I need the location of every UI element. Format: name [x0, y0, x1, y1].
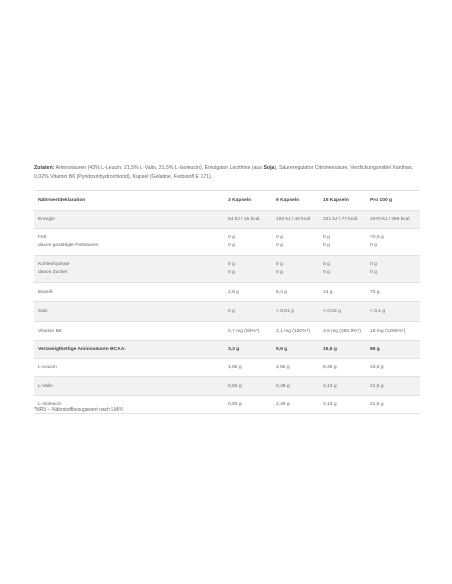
- row-label: Eiweiß: [34, 283, 224, 302]
- table-cell: 86 g: [366, 341, 420, 359]
- table-cell: [366, 256, 420, 283]
- cell-line: 0 g: [276, 235, 283, 241]
- table-cell: 14 g: [319, 283, 366, 302]
- header-cell: 15 Kapseln: [319, 191, 366, 211]
- table-cell: 1670 kJ / 399 kcal: [366, 211, 420, 229]
- row-label-line: davon gesättigte Fettsäuren: [38, 243, 99, 248]
- table-cell: 2,48 g: [272, 396, 319, 414]
- nutrition-table: [34, 190, 420, 414]
- row-label: [34, 229, 224, 256]
- table-cell: 43,0 g: [366, 359, 420, 377]
- cell-line: 0 g: [323, 243, 330, 248]
- cell-line: 0 g: [370, 262, 377, 268]
- header-cell: 3 Kapseln: [224, 191, 272, 211]
- ingredients-part-1: Aminosäuren (43% L-Leucin, 21,5% L-Valin, 21,5% L-Isoleucin), Emulgator Lecithine (aus: [54, 165, 264, 171]
- cell-line: 0 g: [228, 262, 235, 268]
- row-label-line: Kohlenhydrate: [38, 262, 70, 268]
- cell-line: 0 g: [228, 243, 235, 248]
- row-label: [34, 256, 224, 283]
- table-cell: 2,8 g: [224, 283, 272, 302]
- ingredients-allergen: Soja: [263, 165, 275, 171]
- table-cell: 1,65 g: [224, 359, 272, 377]
- table-cell: 18 mg (1286%*): [366, 322, 420, 341]
- ingredients-part-2: ), Säureregulator Citronensäure, Verdickungsmittel Xanthan, 0,02% Vitamin B6 (Pyridoxinhydrochlorid), Kapsel (Gelatine, Farbstoff E 171).: [34, 165, 414, 180]
- table-cell: 16,5 g: [319, 341, 366, 359]
- cell-line: 0 g: [370, 243, 377, 248]
- table-row-salt: [34, 302, 420, 322]
- ingredients-label: Zutaten:: [34, 165, 55, 171]
- table-row-protein: [34, 283, 420, 302]
- table-row-carbs: [34, 256, 420, 283]
- table-cell: [272, 229, 319, 256]
- table-row-leucin: [34, 359, 420, 377]
- table-cell: 0,83 g: [224, 377, 272, 396]
- table-cell: 0,7 mg (50%*): [224, 322, 272, 341]
- row-label-line: Fett: [38, 235, 47, 241]
- table-cell: [366, 229, 420, 256]
- table-cell: < 0,02 g: [319, 302, 366, 322]
- table-cell: < 0,1 g: [366, 302, 420, 322]
- cell-line: 0 g: [276, 262, 283, 268]
- footnote: *NRV – Nährstoffbezugswert nach LMIV.: [34, 407, 124, 413]
- table-cell: 64 kJ / 15 kcal: [224, 211, 272, 229]
- cell-line: 0 g: [323, 270, 330, 275]
- ingredients-text: [34, 164, 420, 181]
- cell-line: 0 g: [370, 270, 377, 275]
- cell-line: 0 g: [323, 262, 330, 268]
- table-row-valin: [34, 377, 420, 396]
- table-cell: 8,26 g: [319, 359, 366, 377]
- header-cell: Nährwertdeklaration: [34, 191, 224, 211]
- table-cell: 9,9 g: [272, 341, 319, 359]
- cell-line: 0 g: [228, 235, 235, 241]
- cell-line: 0 g: [276, 270, 283, 275]
- table-cell: 73 g: [366, 283, 420, 302]
- table-cell: 8,4 g: [272, 283, 319, 302]
- table-cell: 4,13 g: [319, 377, 366, 396]
- row-label: L-Leucin: [34, 359, 224, 377]
- table-row-energy: [34, 211, 420, 229]
- table-cell: 321 kJ / 77 kcal: [319, 211, 366, 229]
- table-cell: [224, 229, 272, 256]
- header-cell: 9 Kapseln: [272, 191, 319, 211]
- table-header-row: [34, 191, 420, 211]
- table-cell: [272, 256, 319, 283]
- cell-line: 0 g: [228, 270, 235, 275]
- table-cell: 192 kJ / 46 kcal: [272, 211, 319, 229]
- table-cell: [224, 256, 272, 283]
- table-cell: 4,55 g: [272, 359, 319, 377]
- header-cell: Pro 100 g: [366, 191, 420, 211]
- row-label: L-Isoleucin: [34, 396, 224, 414]
- row-label: Energie: [34, 211, 224, 229]
- table-cell: 3,3 g: [224, 341, 272, 359]
- table-cell: 0,83 g: [224, 396, 272, 414]
- table-row-vitamin-b6: [34, 322, 420, 341]
- table-cell: 4,13 g: [319, 396, 366, 414]
- cell-line: 0 g: [276, 243, 283, 248]
- row-label: L-Valin: [34, 377, 224, 396]
- row-label-line: davon Zucker: [38, 270, 68, 275]
- row-label: Vitamin B6: [34, 322, 224, 341]
- table-row-bcaa: [34, 341, 420, 359]
- cell-line: <0,5 g: [370, 235, 384, 241]
- table-cell: 3,5 mg (250,8%*): [319, 322, 366, 341]
- table-cell: 0 g: [224, 302, 272, 322]
- table-cell: 21,5 g: [366, 396, 420, 414]
- table-cell: [319, 229, 366, 256]
- table-cell: < 0,01 g: [272, 302, 319, 322]
- table-cell: [319, 256, 366, 283]
- cell-line: 0 g: [323, 235, 330, 241]
- row-label: Verzweigtkettige Aminosäuren BCAA:: [34, 341, 224, 359]
- row-label: Salz: [34, 302, 224, 322]
- table-cell: 2,48 g: [272, 377, 319, 396]
- table-row-fat: [34, 229, 420, 256]
- table-cell: 2,1 mg (150%*): [272, 322, 319, 341]
- table-cell: 21,5 g: [366, 377, 420, 396]
